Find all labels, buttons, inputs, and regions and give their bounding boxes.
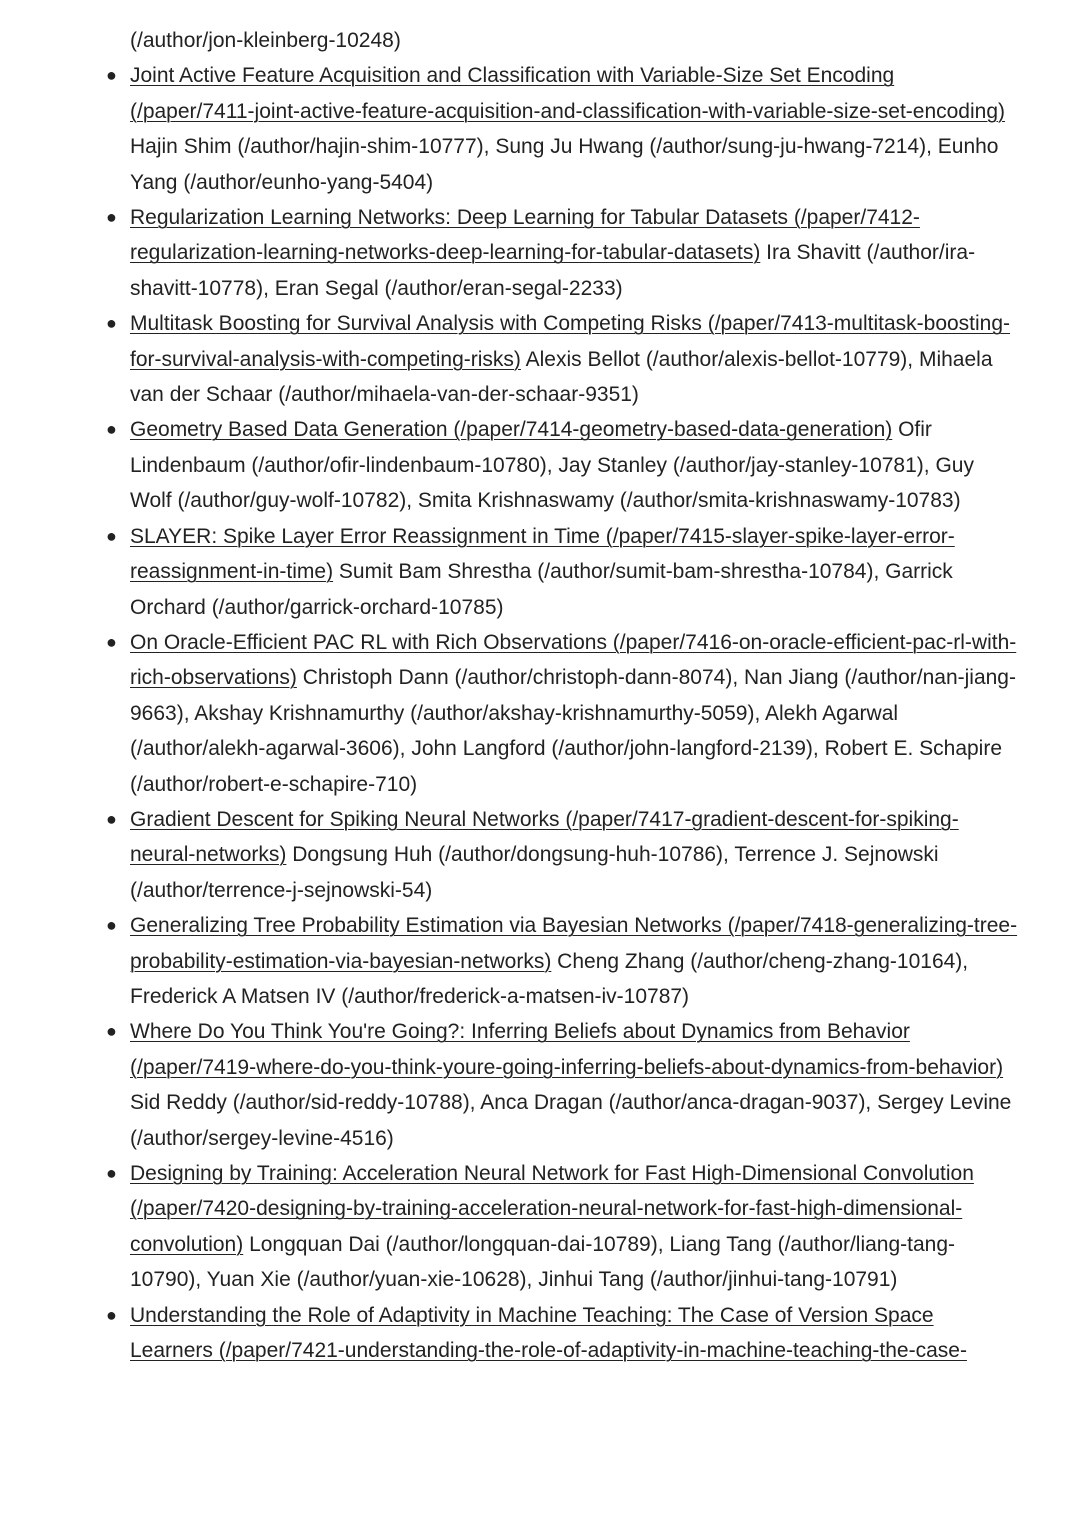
paper-authors: Alexis Bellot (/author/alexis-bellot-10779), Mihaela van der Schaar (/author/mihaela-van-der-schaar-9351) bbox=[130, 347, 993, 407]
paper-link[interactable]: Generalizing Tree Probability Estimation via Bayesian Networks (/paper/7418-generalizing-tree-probability-estimation-via-bayesian-networks) bbox=[130, 914, 1018, 973]
paper-authors: Dongsung Huh (/author/dongsung-huh-10786), Terrence J. Sejnowski (/author/terrence-j-sejnowski-54) bbox=[130, 843, 939, 902]
paper-link[interactable]: Designing by Training: Acceleration Neural Network for Fast High-Dimensional Convolution (/paper/7420-designing-by-training-acceleration-neural-network-for-fast-high-dimensional-convolution) bbox=[130, 1162, 974, 1256]
paper-authors: Hajin Shim (/author/hajin-shim-10777), Sung Ju Hwang (/author/sung-ju-hwang-7214), Eunho Yang (/author/eunho-yang-5404) bbox=[130, 135, 999, 194]
bullet-icon: ● bbox=[106, 207, 117, 228]
paper-link[interactable]: Gradient Descent for Spiking Neural Networks (/paper/7417-gradient-descent-for-spiking-neural-networks) bbox=[130, 807, 959, 867]
paper-authors: Longquan Dai (/author/longquan-dai-10789), Liang Tang (/author/liang-tang-10790), Yuan Xie (/author/yuan-xie-10628), Jinhui Tang (/author/jinhui-tang-10791) bbox=[130, 1232, 956, 1292]
paper-authors: Ofir Lindenbaum (/author/ofir-lindenbaum-10780), Jay Stanley (/author/jay-stanley-10781), Guy Wolf (/author/guy-wolf-10782), Smita Krishnaswamy (/author/smita-krishnaswamy-10783) bbox=[130, 418, 974, 513]
list-item bbox=[106, 802, 1020, 908]
bullet-icon: ● bbox=[106, 915, 117, 936]
paper-authors: Ira Shavitt (/author/ira-shavitt-10778), Eran Segal (/author/eran-segal-2233) bbox=[130, 241, 976, 300]
list-item bbox=[106, 1298, 1020, 1369]
paper-link[interactable]: Multitask Boosting for Survival Analysis with Competing Risks (/paper/7413-multitask-boosting-for-survival-analysis-with-competing-risks) bbox=[130, 312, 1011, 371]
paper-link[interactable]: Joint Active Feature Acquisition and Classification with Variable-Size Set Encoding (/paper/7411-joint-active-feature-acquisition-and-classification-with-variable-size-set-encoding) bbox=[130, 64, 1006, 123]
paper-link[interactable]: SLAYER: Spike Layer Error Reassignment in Time (/paper/7415-slayer-spike-layer-error-reassignment-in-time) bbox=[130, 524, 955, 584]
bullet-icon: ● bbox=[106, 1021, 117, 1042]
lead-author-path: (/author/jon-kleinberg-10248) bbox=[130, 29, 401, 52]
list-item bbox=[106, 1156, 1020, 1298]
paper-authors: Cheng Zhang (/author/cheng-zhang-10164), Frederick A Matsen IV (/author/frederick-a-matsen-iv-10787) bbox=[130, 949, 969, 1008]
bullet-icon: ● bbox=[106, 525, 117, 546]
list-item bbox=[106, 412, 1020, 518]
bullet-icon: ● bbox=[106, 65, 117, 86]
paper-link[interactable]: Where Do You Think You're Going?: Inferring Beliefs about Dynamics from Behavior (/paper/7419-where-do-you-think-youre-going-inferring-beliefs-about-dynamics-from-behavior) bbox=[130, 1020, 1004, 1079]
bullet-icon: ● bbox=[106, 1304, 117, 1325]
paper-link[interactable]: On Oracle-Efficient PAC RL with Rich Observations (/paper/7416-on-oracle-efficient-pac-rl-with-rich-observations) bbox=[130, 630, 1017, 690]
list-item bbox=[106, 200, 1020, 306]
list-item bbox=[106, 1014, 1020, 1156]
paper-link[interactable]: Understanding the Role of Adaptivity in Machine Teaching: The Case of Version Space Learners (/paper/7421-understanding-the-role-of-adaptivity-in-machine-teaching-the-case- bbox=[130, 1303, 967, 1363]
paper-list bbox=[0, 58, 1020, 1368]
list-item bbox=[106, 58, 1020, 200]
list-item bbox=[106, 306, 1020, 412]
list-item bbox=[106, 625, 1020, 802]
list-item bbox=[106, 908, 1020, 1014]
list-item bbox=[106, 519, 1020, 625]
bullet-icon: ● bbox=[106, 313, 117, 334]
paper-authors: Sumit Bam Shrestha (/author/sumit-bam-shrestha-10784), Garrick Orchard (/author/garrick-orchard-10785) bbox=[130, 560, 953, 619]
paper-authors: Sid Reddy (/author/sid-reddy-10788), Anca Dragan (/author/anca-dragan-9037), Sergey Levine (/author/sergey-levine-4516) bbox=[130, 1091, 1012, 1150]
bullet-icon: ● bbox=[106, 419, 117, 440]
bullet-icon: ● bbox=[106, 631, 117, 652]
bullet-icon: ● bbox=[106, 1163, 117, 1183]
bullet-icon: ● bbox=[106, 808, 117, 829]
paper-link[interactable]: Regularization Learning Networks: Deep Learning for Tabular Datasets (/paper/7412-regularization-learning-networks-deep-learning-for-tabular-datasets) bbox=[130, 206, 920, 265]
paper-authors: Christoph Dann (/author/christoph-dann-8074), Nan Jiang (/author/nan-jiang-9663), Akshay Krishnamurthy (/author/akshay-krishnamurthy-5059), Alekh Agarwal (/author/alekh-agarwal-3606), John Langford (/author/john-langford-2139), Robert E. Schapire (/author/robert-e-schapire-710) bbox=[130, 666, 1016, 796]
paper-link[interactable]: Geometry Based Data Generation (/paper/7414-geometry-based-data-generation) bbox=[130, 418, 893, 442]
